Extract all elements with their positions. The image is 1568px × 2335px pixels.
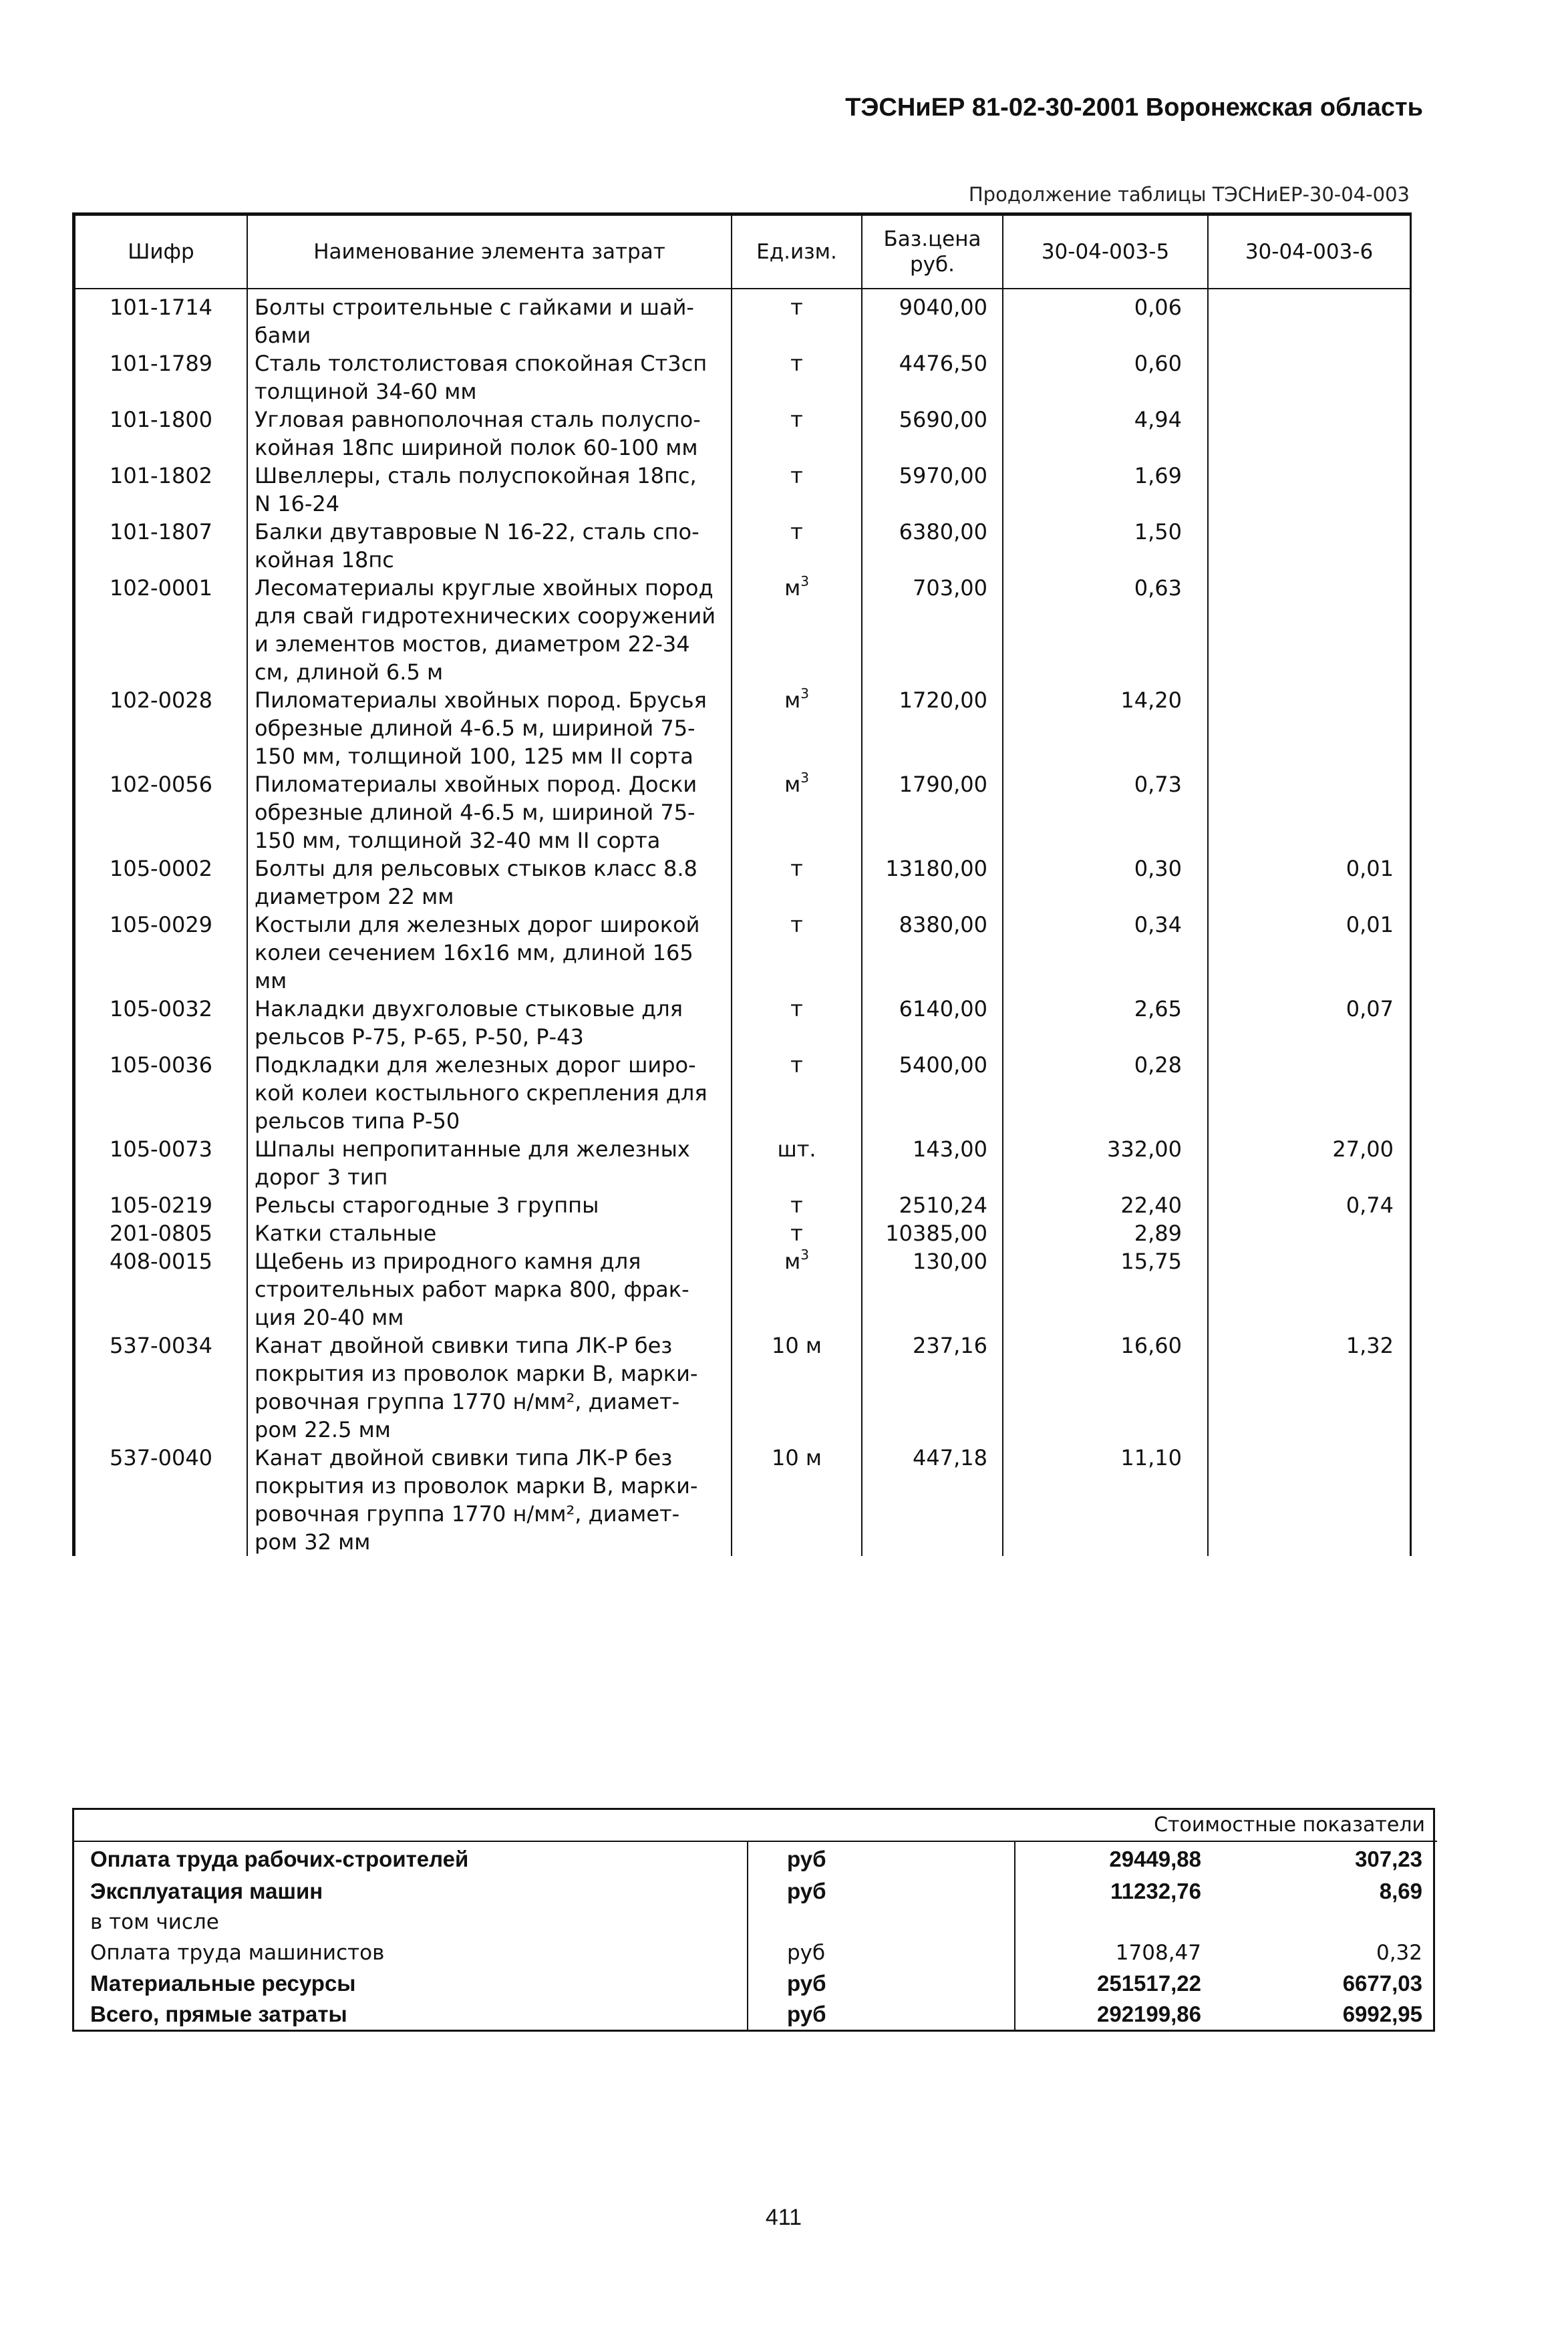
summary-label: Эксплуатация машин — [90, 1879, 323, 1903]
table-row — [75, 1219, 1410, 1247]
table-row — [75, 1051, 1410, 1135]
cell-unit — [732, 518, 862, 574]
cell-code: 102-0028 — [75, 686, 247, 770]
summary-unit: руб — [748, 1999, 1015, 2030]
cell-price: 143,00 — [862, 1135, 1003, 1191]
cell-30-04-003-5: 16,60 — [1003, 1332, 1208, 1444]
cell-code: 102-0056 — [75, 770, 247, 854]
cell-unit-text: т — [790, 351, 803, 376]
summary-30-04-003-6: 307,23 — [1355, 1846, 1422, 1871]
table-continuation-caption: Продолжение таблицы ТЭСНиЕР-30-04-003 — [968, 183, 1410, 206]
table-row — [75, 1444, 1410, 1556]
table-row — [75, 1332, 1410, 1444]
cell-price: 8380,00 — [862, 911, 1003, 995]
cell-price: 703,00 — [862, 574, 1003, 686]
summary-30-04-003-5: 11232,76 — [1015, 1876, 1220, 1907]
cell-unit-text: 10 м — [771, 1445, 822, 1470]
cell-30-04-003-5: 14,20 — [1003, 686, 1208, 770]
summary-label: Оплата труда рабочих-строителей — [90, 1846, 469, 1871]
cell-30-04-003-5: 0,60 — [1003, 349, 1208, 406]
cell-name-line: Лесоматериалы круглые хвойных пород — [255, 575, 714, 601]
summary-caption-row — [74, 1810, 1437, 1841]
column-header-code: Шифр — [75, 215, 247, 289]
summary-30-04-003-6: 6992,95 — [1342, 2002, 1422, 2026]
cell-name-line: 150 мм, толщиной 100, 125 мм II сорта — [255, 744, 693, 769]
cell-unit — [732, 289, 862, 349]
table-row — [75, 406, 1410, 462]
cell-unit-superscript: 3 — [800, 770, 809, 786]
cell-name — [247, 1444, 732, 1556]
table-row — [75, 911, 1410, 995]
cell-code: 105-0029 — [75, 911, 247, 995]
cell-name-line: бами — [255, 323, 311, 348]
cell-price: 237,16 — [862, 1332, 1003, 1444]
cell-name-line: койная 18пс — [255, 547, 394, 573]
cell-code: 105-0073 — [75, 1135, 247, 1191]
cell-30-04-003-6 — [1208, 349, 1410, 406]
cell-price: 4476,50 — [862, 349, 1003, 406]
cell-unit — [732, 406, 862, 462]
cell-price: 447,18 — [862, 1444, 1003, 1556]
cell-name — [247, 686, 732, 770]
cell-name-line: Щебень из природного камня для — [255, 1249, 641, 1274]
table-row — [75, 574, 1410, 686]
cell-name-line: Болты для рельсовых стыков класс 8.8 — [255, 856, 697, 881]
cell-name-line: Подкладки для железных дорог широ- — [255, 1052, 696, 1078]
cell-name — [247, 1332, 732, 1444]
cell-30-04-003-5: 0,73 — [1003, 770, 1208, 854]
cell-name-line: дорог 3 тип — [255, 1164, 388, 1190]
cell-unit-text: т — [790, 1052, 803, 1078]
cell-code: 105-0032 — [75, 995, 247, 1051]
cell-unit-text: т — [790, 407, 803, 432]
cell-price: 9040,00 — [862, 289, 1003, 349]
summary-caption: Стоимостные показатели — [74, 1810, 1437, 1841]
cell-name-line: и элементов мостов, диаметром 22-34 — [255, 631, 690, 657]
cell-30-04-003-5: 0,28 — [1003, 1051, 1208, 1135]
cell-unit-text: т — [790, 295, 803, 320]
cell-unit-superscript: 3 — [800, 573, 809, 589]
cell-name-line: Рельсы старогодные 3 группы — [255, 1193, 599, 1218]
summary-label: в том числе — [90, 1910, 219, 1934]
cell-name-line: Швеллеры, сталь полуспокойная 18пс, — [255, 463, 697, 488]
cell-unit — [732, 1219, 862, 1247]
cell-name-line: Шпалы непропитанные для железных — [255, 1136, 690, 1162]
summary-row — [74, 1937, 1437, 1968]
cell-name-line: Канат двойной свивки типа ЛК-Р без — [255, 1333, 673, 1358]
cell-name-line: рельсов Р-75, Р-65, Р-50, Р-43 — [255, 1024, 584, 1050]
cell-name-line: ром 32 мм — [255, 1529, 371, 1555]
cell-unit — [732, 462, 862, 518]
summary-row — [74, 1907, 1437, 1937]
cell-30-04-003-6 — [1208, 1247, 1410, 1332]
cell-30-04-003-6 — [1208, 406, 1410, 462]
cell-unit-superscript: 3 — [800, 685, 809, 702]
table-row — [75, 995, 1410, 1051]
cell-name-line: рельсов типа Р-50 — [255, 1108, 460, 1134]
summary-label: Оплата труда машинистов — [90, 1941, 385, 1965]
cell-unit — [732, 1332, 862, 1444]
cell-name — [247, 462, 732, 518]
cell-unit-text: т — [790, 1193, 803, 1218]
cell-price: 130,00 — [862, 1247, 1003, 1332]
cell-30-04-003-6: 0,07 — [1208, 995, 1410, 1051]
cell-name — [247, 289, 732, 349]
cell-30-04-003-6: 0,01 — [1208, 911, 1410, 995]
cell-unit — [732, 1051, 862, 1135]
summary-row — [74, 1876, 1437, 1907]
cell-unit-text: м — [784, 575, 801, 601]
resource-table — [72, 212, 1412, 1556]
cell-name-line: обрезные длиной 4-6.5 м, шириной 75- — [255, 800, 695, 825]
summary-unit: руб — [748, 1876, 1015, 1907]
summary-unit — [748, 1907, 1015, 1937]
summary-30-04-003-6 — [1220, 1907, 1437, 1937]
cell-name-line: Катки стальные — [255, 1221, 437, 1246]
cell-30-04-003-5: 4,94 — [1003, 406, 1208, 462]
cell-name-line: ровочная группа 1770 н/мм², диамет- — [255, 1501, 680, 1527]
cell-code: 105-0036 — [75, 1051, 247, 1135]
cell-30-04-003-5: 2,65 — [1003, 995, 1208, 1051]
cell-price: 1790,00 — [862, 770, 1003, 854]
column-header-30-04-003-5: 30-04-003-5 — [1003, 215, 1208, 289]
cell-name-line: ция 20-40 мм — [255, 1305, 404, 1330]
page-number: 411 — [765, 2205, 802, 2230]
column-header-name: Наименование элемента затрат — [247, 215, 732, 289]
cell-30-04-003-6 — [1208, 1051, 1410, 1135]
cell-30-04-003-6 — [1208, 1219, 1410, 1247]
cell-price: 10385,00 — [862, 1219, 1003, 1247]
summary-30-04-003-6: 0,32 — [1376, 1941, 1422, 1965]
summary-unit: руб — [748, 1937, 1015, 1968]
cell-name-line: для свай гидротехнических сооружений — [255, 603, 716, 629]
document-title: ТЭСНиЕР 81-02-30-2001 Воронежская область — [845, 94, 1423, 122]
cell-name-line: ром 22.5 мм — [255, 1417, 391, 1442]
cell-name-line: койная 18пс шириной полок 60-100 мм — [255, 435, 698, 460]
cell-30-04-003-6: 1,32 — [1208, 1332, 1410, 1444]
cell-name-line: Пиломатериалы хвойных пород. Брусья — [255, 687, 707, 713]
cell-price: 5690,00 — [862, 406, 1003, 462]
cell-name-line: Сталь толстолистовая спокойная Ст3сп — [255, 351, 708, 376]
cell-unit — [732, 1444, 862, 1556]
cell-30-04-003-6 — [1208, 1444, 1410, 1556]
table-row — [75, 289, 1410, 349]
cell-code: 101-1714 — [75, 289, 247, 349]
cell-30-04-003-5: 15,75 — [1003, 1247, 1208, 1332]
table-row — [75, 1191, 1410, 1219]
cell-name-line: толщиной 34-60 мм — [255, 379, 477, 404]
cell-30-04-003-6 — [1208, 770, 1410, 854]
cell-code: 101-1802 — [75, 462, 247, 518]
cell-unit — [732, 1191, 862, 1219]
cell-price: 6140,00 — [862, 995, 1003, 1051]
cell-name-line: покрытия из проволок марки В, марки- — [255, 1473, 698, 1499]
summary-30-04-003-5: 292199,86 — [1015, 1999, 1220, 2030]
cell-name-line: ровочная группа 1770 н/мм², диамет- — [255, 1389, 680, 1414]
cell-code: 105-0219 — [75, 1191, 247, 1219]
cell-name — [247, 1135, 732, 1191]
cell-code: 408-0015 — [75, 1247, 247, 1332]
cell-unit-text: м — [784, 1249, 801, 1274]
cell-name — [247, 911, 732, 995]
cell-name — [247, 1051, 732, 1135]
cell-30-04-003-6 — [1208, 462, 1410, 518]
cell-30-04-003-6 — [1208, 686, 1410, 770]
summary-label: Всего, прямые затраты — [90, 2002, 347, 2026]
table-row — [75, 1135, 1410, 1191]
cell-code: 201-0805 — [75, 1219, 247, 1247]
cell-name — [247, 854, 732, 911]
summary-row — [74, 1999, 1437, 2030]
cell-name-line: колеи сечением 16х16 мм, длиной 165 — [255, 940, 693, 965]
cell-unit-text: т — [790, 996, 803, 1022]
cell-name-line: см, длиной 6.5 м — [255, 659, 444, 685]
cell-name-line: N 16-24 — [255, 491, 340, 516]
cell-unit — [732, 770, 862, 854]
cell-name-line: 150 мм, толщиной 32-40 мм II сорта — [255, 828, 661, 853]
cell-unit — [732, 574, 862, 686]
cell-price: 2510,24 — [862, 1191, 1003, 1219]
cell-30-04-003-6 — [1208, 518, 1410, 574]
cell-30-04-003-5: 0,30 — [1003, 854, 1208, 911]
cell-name-line: Накладки двухголовые стыковые для — [255, 996, 683, 1022]
summary-30-04-003-6: 6677,03 — [1342, 1971, 1422, 1996]
cell-30-04-003-6: 27,00 — [1208, 1135, 1410, 1191]
cell-unit-text: м — [784, 772, 801, 797]
cell-30-04-003-5: 2,89 — [1003, 1219, 1208, 1247]
table-row — [75, 518, 1410, 574]
column-header-unit: Ед.изм. — [732, 215, 862, 289]
cell-name-line: покрытия из проволок марки В, марки- — [255, 1361, 698, 1386]
cell-code: 101-1789 — [75, 349, 247, 406]
cell-unit-text: т — [790, 912, 803, 937]
cell-name — [247, 995, 732, 1051]
cell-name — [247, 770, 732, 854]
summary-label: Материальные ресурсы — [90, 1971, 356, 1996]
cell-name-line: Болты строительные с гайками и шай- — [255, 295, 694, 320]
cell-code: 102-0001 — [75, 574, 247, 686]
table-row — [75, 462, 1410, 518]
cell-unit-superscript: 3 — [800, 1247, 809, 1263]
cell-unit-text: шт. — [777, 1136, 816, 1162]
summary-row — [74, 1841, 1437, 1876]
cell-code: 101-1807 — [75, 518, 247, 574]
cell-unit — [732, 686, 862, 770]
summary-30-04-003-5: 29449,88 — [1015, 1841, 1220, 1876]
cell-name — [247, 1219, 732, 1247]
cell-name — [247, 518, 732, 574]
cell-30-04-003-6: 0,74 — [1208, 1191, 1410, 1219]
table-row — [75, 349, 1410, 406]
cell-code: 105-0002 — [75, 854, 247, 911]
cost-summary — [72, 1808, 1435, 2032]
cell-unit — [732, 854, 862, 911]
cell-code: 101-1800 — [75, 406, 247, 462]
summary-30-04-003-6: 8,69 — [1379, 1879, 1422, 1903]
cell-price: 1720,00 — [862, 686, 1003, 770]
cell-name-line: строительных работ марка 800, фрак- — [255, 1277, 689, 1302]
cell-30-04-003-6 — [1208, 574, 1410, 686]
cell-30-04-003-5: 0,06 — [1003, 289, 1208, 349]
summary-30-04-003-5: 251517,22 — [1015, 1968, 1220, 1999]
cell-name — [247, 406, 732, 462]
table-row — [75, 1247, 1410, 1332]
cell-30-04-003-5: 0,34 — [1003, 911, 1208, 995]
cell-name-line: мм — [255, 968, 287, 993]
summary-unit: руб — [748, 1841, 1015, 1876]
cell-unit-text: 10 м — [771, 1333, 822, 1358]
cell-name-line: Канат двойной свивки типа ЛК-Р без — [255, 1445, 673, 1470]
cell-30-04-003-6 — [1208, 289, 1410, 349]
cell-30-04-003-5: 332,00 — [1003, 1135, 1208, 1191]
cell-30-04-003-5: 0,63 — [1003, 574, 1208, 686]
cell-30-04-003-5: 1,69 — [1003, 462, 1208, 518]
cell-name-line: Пиломатериалы хвойных пород. Доски — [255, 772, 697, 797]
cell-name-line: обрезные длиной 4-6.5 м, шириной 75- — [255, 716, 695, 741]
cell-name — [247, 1191, 732, 1219]
summary-30-04-003-5: 1708,47 — [1015, 1937, 1220, 1968]
table-header-row — [75, 215, 1410, 289]
cell-name-line: Костыли для железных дорог широкой — [255, 912, 700, 937]
column-header-30-04-003-6: 30-04-003-6 — [1208, 215, 1410, 289]
column-header-price: Баз.цена руб. — [862, 215, 1003, 289]
cell-name-line: диаметром 22 мм — [255, 884, 454, 909]
cell-30-04-003-5: 11,10 — [1003, 1444, 1208, 1556]
cell-price: 6380,00 — [862, 518, 1003, 574]
cell-unit — [732, 1135, 862, 1191]
cell-name — [247, 574, 732, 686]
cell-price: 13180,00 — [862, 854, 1003, 911]
cell-30-04-003-5: 1,50 — [1003, 518, 1208, 574]
cell-code: 537-0034 — [75, 1332, 247, 1444]
cell-unit-text: м — [784, 687, 801, 713]
cell-unit — [732, 1247, 862, 1332]
cell-unit — [732, 349, 862, 406]
cell-code: 537-0040 — [75, 1444, 247, 1556]
cell-price: 5400,00 — [862, 1051, 1003, 1135]
cell-30-04-003-6: 0,01 — [1208, 854, 1410, 911]
cell-unit-text: т — [790, 1221, 803, 1246]
cell-name-line: кой колеи костыльного скрепления для — [255, 1080, 708, 1106]
cell-price: 5970,00 — [862, 462, 1003, 518]
table-row — [75, 854, 1410, 911]
cell-30-04-003-5: 22,40 — [1003, 1191, 1208, 1219]
cell-unit — [732, 911, 862, 995]
table-row — [75, 770, 1410, 854]
cell-unit-text: т — [790, 856, 803, 881]
cell-unit-text: т — [790, 463, 803, 488]
table-row — [75, 686, 1410, 770]
summary-unit: руб — [748, 1968, 1015, 1999]
cell-name-line: Балки двутавровые N 16-22, сталь спо- — [255, 519, 699, 544]
summary-row — [74, 1968, 1437, 1999]
cell-name-line: Угловая равнополочная сталь полуспо- — [255, 407, 701, 432]
summary-30-04-003-5 — [1015, 1907, 1220, 1937]
cell-unit — [732, 995, 862, 1051]
cell-name — [247, 1247, 732, 1332]
cell-name — [247, 349, 732, 406]
cell-unit-text: т — [790, 519, 803, 544]
